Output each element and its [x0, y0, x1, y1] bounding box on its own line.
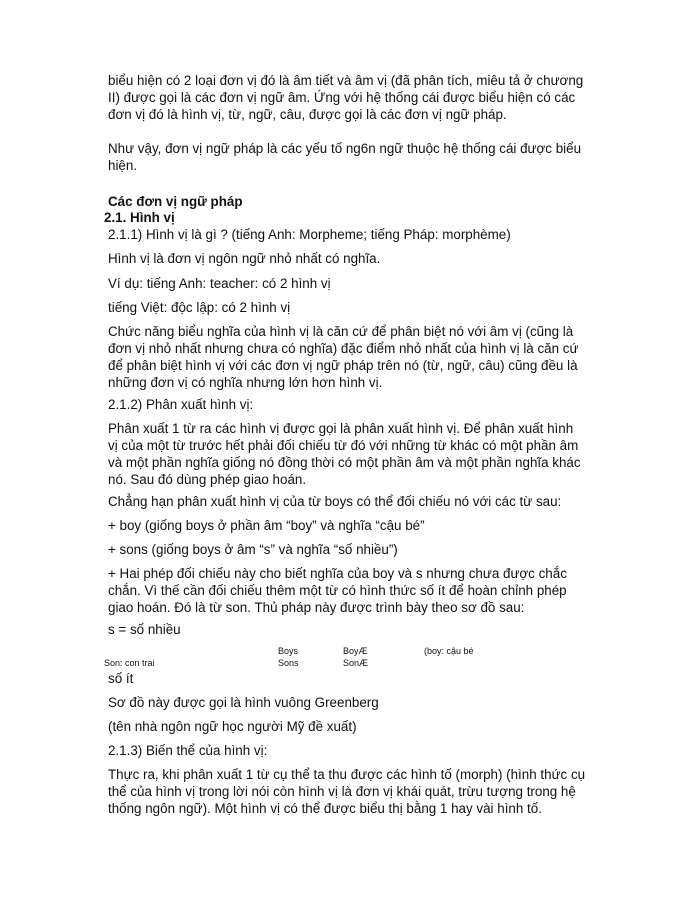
variants-paragraph	[108, 766, 608, 817]
text-line: vị của một từ trước hết phải đối chiếu từ đó với những từ khác có một phần âm	[108, 438, 579, 453]
sons-item: + sons (giống boys ở âm “s” và nghĩa “số nhiều”)	[108, 542, 398, 557]
definition-paragraph: Hình vị là đơn vị ngôn ngữ nhỏ nhất có nghĩa.	[108, 251, 381, 266]
function-paragraph	[108, 323, 608, 391]
text-line: đơn vị đó là hình vị, từ, ngữ, câu, được gọi là các đơn vị ngữ pháp.	[108, 107, 507, 122]
text-line: và một phần nghĩa giống nó đồng thời có một phần âm và một phần nghĩa khác	[108, 455, 581, 470]
text-line: hiện.	[108, 158, 138, 173]
diagram-son-gloss: Son: con trai	[104, 658, 155, 668]
greenberg-paragraph: Sơ đồ này được gọi là hình vuông Greenberg	[108, 695, 379, 710]
diagram-boy-ae: BoyÆ	[343, 646, 368, 656]
text-line: để phân biệt hình vị với các đơn vị ngữ pháp trên nó (từ, ngữ, câu) cũng đều là	[108, 358, 578, 373]
text-line: Như vậy, đơn vị ngữ pháp là các yếu tố ng6n ngữ thuộc hệ thống cái được biểu	[108, 141, 582, 156]
comparison-paragraph	[108, 565, 608, 616]
section-title: Các đơn vị ngữ pháp	[108, 194, 243, 209]
question-2-1-1: 2.1.1) Hình vị là gì ? (tiếng Anh: Morpheme; tiếng Pháp: morphème)	[108, 227, 511, 242]
plural-definition: s = số nhiều	[108, 622, 181, 637]
text-line: nó. Sau đó dùng phép giao hoán.	[108, 472, 307, 487]
boy-item: + boy (giống boys ở phần âm “boy” và nghĩa “cậu bé”	[108, 518, 425, 533]
text-line: Phân xuất 1 từ ra các hình vị được gọi là phân xuất hình vị. Để phân xuất hình	[108, 421, 574, 436]
text-line: + Hai phép đối chiếu này cho biết nghĩa của boy và s nhưng chưa được chắc	[108, 566, 567, 581]
diagram-boys: Boys	[278, 646, 299, 656]
diagram-boy-gloss: (boy: cậu bé	[424, 646, 474, 656]
example-english: Ví dụ: tiếng Anh: teacher: có 2 hình vị	[108, 276, 331, 291]
intro-paragraph	[108, 72, 608, 123]
boys-intro: Chẳng hạn phân xuất hình vị của từ boys có thể đối chiếu nó với các từ sau:	[108, 494, 562, 509]
question-2-1-2: 2.1.2) Phân xuất hình vị:	[108, 397, 254, 412]
text-line: biểu hiện có 2 loại đơn vị đó là âm tiết và âm vị (đã phân tích, miêu tả ở chương	[108, 73, 584, 88]
text-line: những đơn vị có nghĩa nhưng lớn hơn hình vị.	[108, 375, 383, 390]
example-vietnamese: tiếng Việt: độc lập: có 2 hình vị	[108, 300, 291, 315]
summary-paragraph	[108, 140, 608, 174]
text-line: Thực ra, khi phân xuất 1 từ cụ thể ta thu được các hình tố (morph) (hình thức cụ	[108, 767, 586, 782]
text-line: thể của hình vị trong lời nói còn hình vị là đơn vị khái quát, trừu tượng trong hệ	[108, 784, 576, 799]
text-line: Chức năng biểu nghĩa của hình vị là căn cứ để phân biệt nó với âm vị (cũng là	[108, 324, 574, 339]
question-2-1-3: 2.1.3) Biến thể của hình vị:	[108, 743, 268, 758]
diagram-son-ae: SonÆ	[343, 658, 369, 668]
text-line: đơn vị nhỏ nhất nhưng chưa có nghĩa) đặc điểm nhỏ nhất của hình vị là căn cứ	[108, 341, 579, 356]
text-line: thống ngôn ngữ). Một hình vị có thể được biểu thị bằng 1 hay vài hình tố.	[108, 801, 542, 816]
singular-label: số ít	[108, 671, 134, 686]
subsection-title: 2.1. Hình vị	[104, 210, 175, 225]
segmentation-paragraph	[108, 420, 608, 488]
proposer-paragraph: (tên nhà ngôn ngữ học người Mỹ đề xuất)	[108, 719, 357, 734]
text-line: II) được gọi là các đơn vị ngữ âm. Ứng với hệ thống cái được biểu hiện có các	[108, 90, 576, 105]
diagram-sons: Sons	[278, 658, 299, 668]
text-line: chắn. Vì thế cần đối chiếu thêm một từ có hình thức số ít để hoàn chỉnh phép	[108, 583, 567, 598]
text-line: giao hoán. Đó là từ son. Thủ pháp này được trình bày theo sơ đồ sau:	[108, 600, 525, 615]
